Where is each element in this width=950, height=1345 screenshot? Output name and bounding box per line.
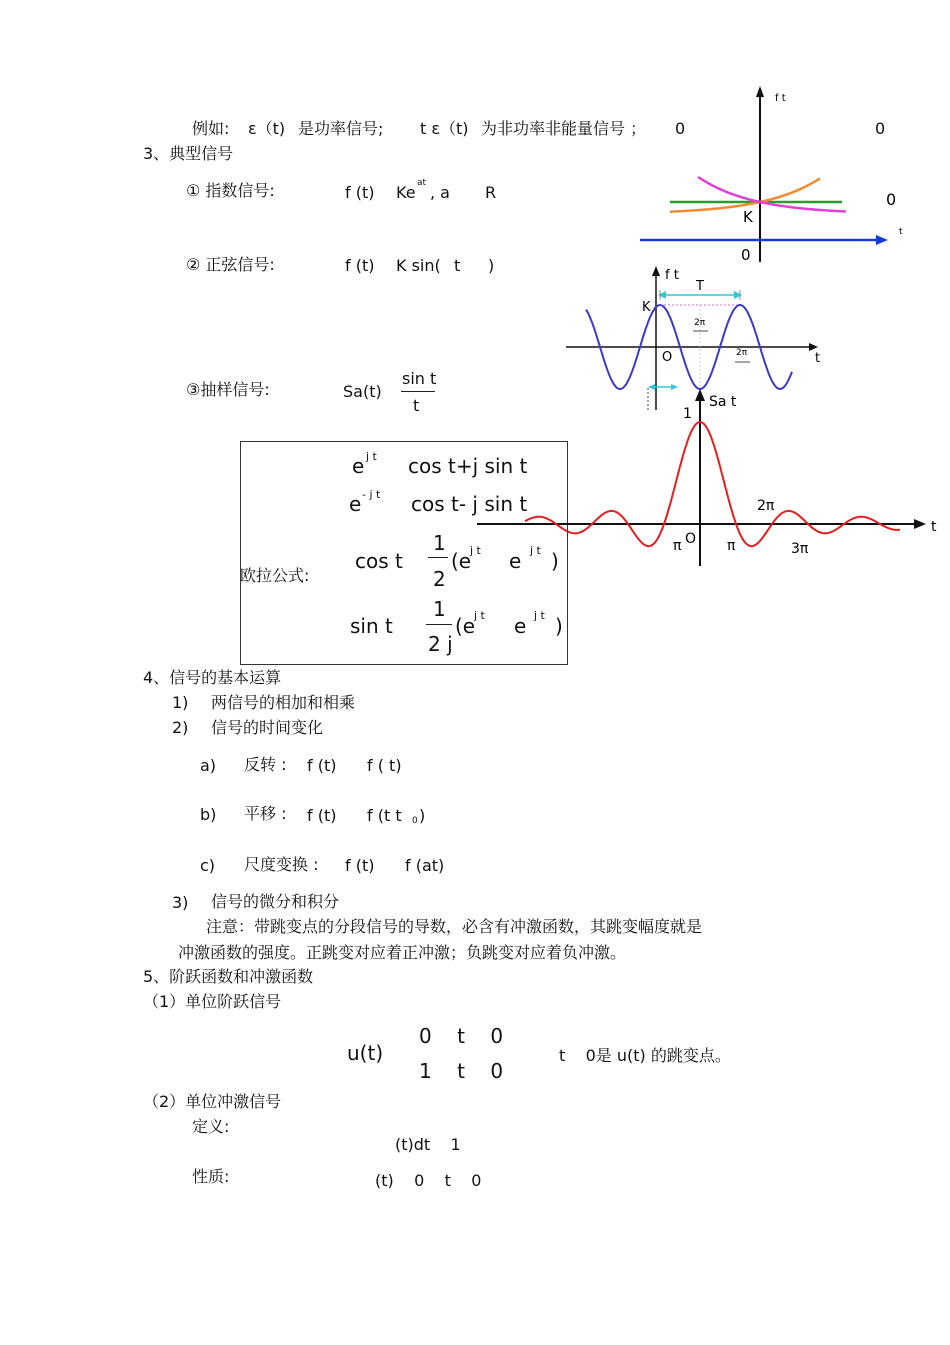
example-power-text: 是功率信号; — [298, 119, 384, 138]
exp-r: R — [485, 183, 497, 202]
euler-l3-sup1: j t — [470, 544, 481, 557]
example-zero-1: 0 — [675, 119, 686, 138]
note-line1: 注意：带跳变点的分段信号的导数，必含有冲激函数，其跳变幅度就是 — [206, 917, 703, 936]
op-a-label: 反转 : — [244, 755, 287, 774]
euler-l4-sup2: j t — [534, 609, 545, 622]
sin-label: ② 正弦信号: — [186, 255, 275, 274]
def-eq: (t)dt 1 — [395, 1135, 461, 1154]
op-b-to: f (t t — [367, 806, 402, 825]
euler-l4-open: (e — [455, 614, 476, 638]
exp-rest: , a — [430, 183, 450, 202]
euler-l3-den: 2 — [433, 567, 446, 591]
sa-f: Sa(t) — [343, 382, 382, 401]
example-zero-2: 0 — [875, 119, 886, 138]
sin-phase-head-2 — [671, 384, 678, 390]
euler-l3-num: 1 — [433, 531, 446, 555]
euler-l1-sup: j t — [366, 450, 377, 463]
section4-item2-num: 2) — [172, 718, 189, 737]
op-b-sub: 0 — [412, 816, 418, 826]
section4-item1-num: 1) — [172, 693, 189, 712]
exp-f: f (t) — [345, 183, 375, 202]
sin-t-label: t — [815, 351, 821, 366]
exp-sup: at — [417, 178, 427, 188]
exp-rising-curve — [670, 178, 820, 211]
euler-l4-sup1: j t — [474, 609, 485, 622]
exp-f-label: f t — [775, 93, 786, 104]
sin-phase-head — [648, 384, 655, 390]
sin-2pi-1: 2π — [694, 318, 706, 328]
op-a-from: f (t) — [307, 756, 337, 775]
section5-sub1: （1）单位阶跃信号 — [143, 992, 282, 1011]
sin-T-label: T — [696, 279, 704, 294]
sa-x-arrow — [914, 519, 926, 529]
section4-item2-text: 信号的时间变化 — [211, 718, 324, 737]
sa-label-pi: π — [727, 538, 736, 554]
op-c-label: 尺度变换 : — [244, 855, 319, 874]
example-eps: ε（t) — [248, 119, 286, 138]
euler-l3-close: ) — [551, 549, 559, 573]
euler-l2-sup: - j t — [362, 488, 381, 501]
example-prefix: 例如: — [192, 119, 230, 138]
euler-l4-den: 2 j — [428, 632, 453, 656]
sin-rhs: K sin( — [396, 256, 441, 275]
sin-close: ) — [488, 256, 495, 275]
euler-l1-e: e — [352, 454, 365, 478]
sa-y-arrow — [695, 389, 705, 401]
exp-ke: Ke — [396, 183, 416, 202]
euler-l3-sup2: j t — [530, 544, 541, 557]
sa-y-label: Sa t — [709, 394, 737, 410]
op-a-to: f ( t) — [367, 756, 402, 775]
sin-y-arrow — [652, 266, 660, 276]
sa-o-label: O — [685, 531, 697, 547]
exp-t-label: t — [899, 227, 903, 237]
section4-heading: 4、信号的基本运算 — [143, 668, 282, 687]
exp-k-label: K — [743, 208, 753, 226]
step-note: t 0是 u(t) 的跳变点。 — [559, 1046, 731, 1065]
euler-l3-e2: e — [509, 549, 522, 573]
sin-t: t — [454, 256, 461, 275]
note-line2: 冲激函数的强度。正跳变对应着正冲激；负跳变对应着负冲激。 — [178, 943, 627, 962]
sin-f-label: f t — [665, 268, 679, 283]
sa-label-neg-pi: π — [673, 538, 682, 554]
sin-2pi-2: 2π — [736, 348, 748, 358]
op-c-num: c) — [200, 856, 216, 875]
op-a-num: a) — [200, 756, 217, 775]
sin-k-label: K — [642, 300, 651, 315]
op-b-num: b) — [200, 805, 217, 824]
example-nonpower-text: 为非功率非能量信号 ； — [481, 119, 647, 138]
sa-one-label: 1 — [683, 406, 692, 422]
exp-falling-curve — [698, 177, 846, 212]
sa-num: sin t — [402, 369, 437, 388]
sin-period-head-left — [658, 291, 666, 299]
op-b-label: 平移 : — [244, 804, 287, 823]
op-c-to: f (at) — [405, 856, 445, 875]
sa-label-2pi: 2π — [757, 498, 775, 514]
exp-x-arrow — [876, 235, 888, 245]
sa-label: ③抽样信号: — [186, 380, 270, 399]
exp-label: ① 指数信号: — [186, 181, 275, 200]
sa-t-label: t — [931, 519, 937, 535]
sa-den: t — [413, 396, 420, 415]
step-lhs: u(t) — [347, 1041, 384, 1065]
sin-f: f (t) — [345, 256, 375, 275]
euler-l4-e2: e — [514, 614, 527, 638]
sin-period-head-right — [734, 291, 742, 299]
step-row1: 0 t 0 — [419, 1024, 504, 1048]
sa-wave — [525, 422, 900, 546]
def-label: 定义: — [192, 1117, 230, 1136]
euler-l4-num: 1 — [433, 597, 446, 621]
sa-frac-line — [401, 391, 435, 392]
op-b-from: f (t) — [307, 806, 337, 825]
euler-l4-frac-line — [426, 624, 452, 625]
euler-l4-close: ) — [555, 614, 563, 638]
euler-l2-rhs: cos t- j sin t — [411, 492, 528, 516]
section4-item3-num: 3) — [172, 893, 189, 912]
sin-wave — [586, 305, 792, 389]
euler-l3-open: (e — [451, 549, 472, 573]
example-teps: t ε（t) — [420, 119, 469, 138]
exp-zero-right: 0 — [886, 190, 897, 209]
euler-l1-rhs: cos t+j sin t — [408, 454, 528, 478]
section4-item1-text: 两信号的相加和相乘 — [211, 693, 356, 712]
op-b-end: ) — [419, 806, 426, 825]
sin-x-arrow — [809, 343, 818, 351]
euler-l2-e: e — [349, 492, 362, 516]
section4-item3-text: 信号的微分和积分 — [211, 892, 340, 911]
prop-eq: (t) 0 t 0 — [375, 1171, 482, 1190]
exp-zero-label: 0 — [741, 246, 751, 264]
exp-y-arrow — [756, 86, 764, 97]
section5-heading: 5、阶跃函数和冲激函数 — [143, 967, 314, 986]
sa-label-3pi: 3π — [791, 541, 809, 557]
op-c-from: f (t) — [345, 856, 375, 875]
euler-l3-lhs: cos t — [355, 549, 403, 573]
step-row2: 1 t 0 — [419, 1059, 504, 1083]
section3-heading: 3、典型信号 — [143, 144, 234, 163]
euler-label: 欧拉公式: — [240, 566, 310, 585]
euler-l3-frac-line — [428, 557, 448, 558]
sin-o-label: O — [662, 350, 673, 365]
section5-sub2: （2）单位冲激信号 — [143, 1092, 282, 1111]
prop-label: 性质: — [192, 1167, 230, 1186]
euler-l4-lhs: sin t — [350, 614, 393, 638]
